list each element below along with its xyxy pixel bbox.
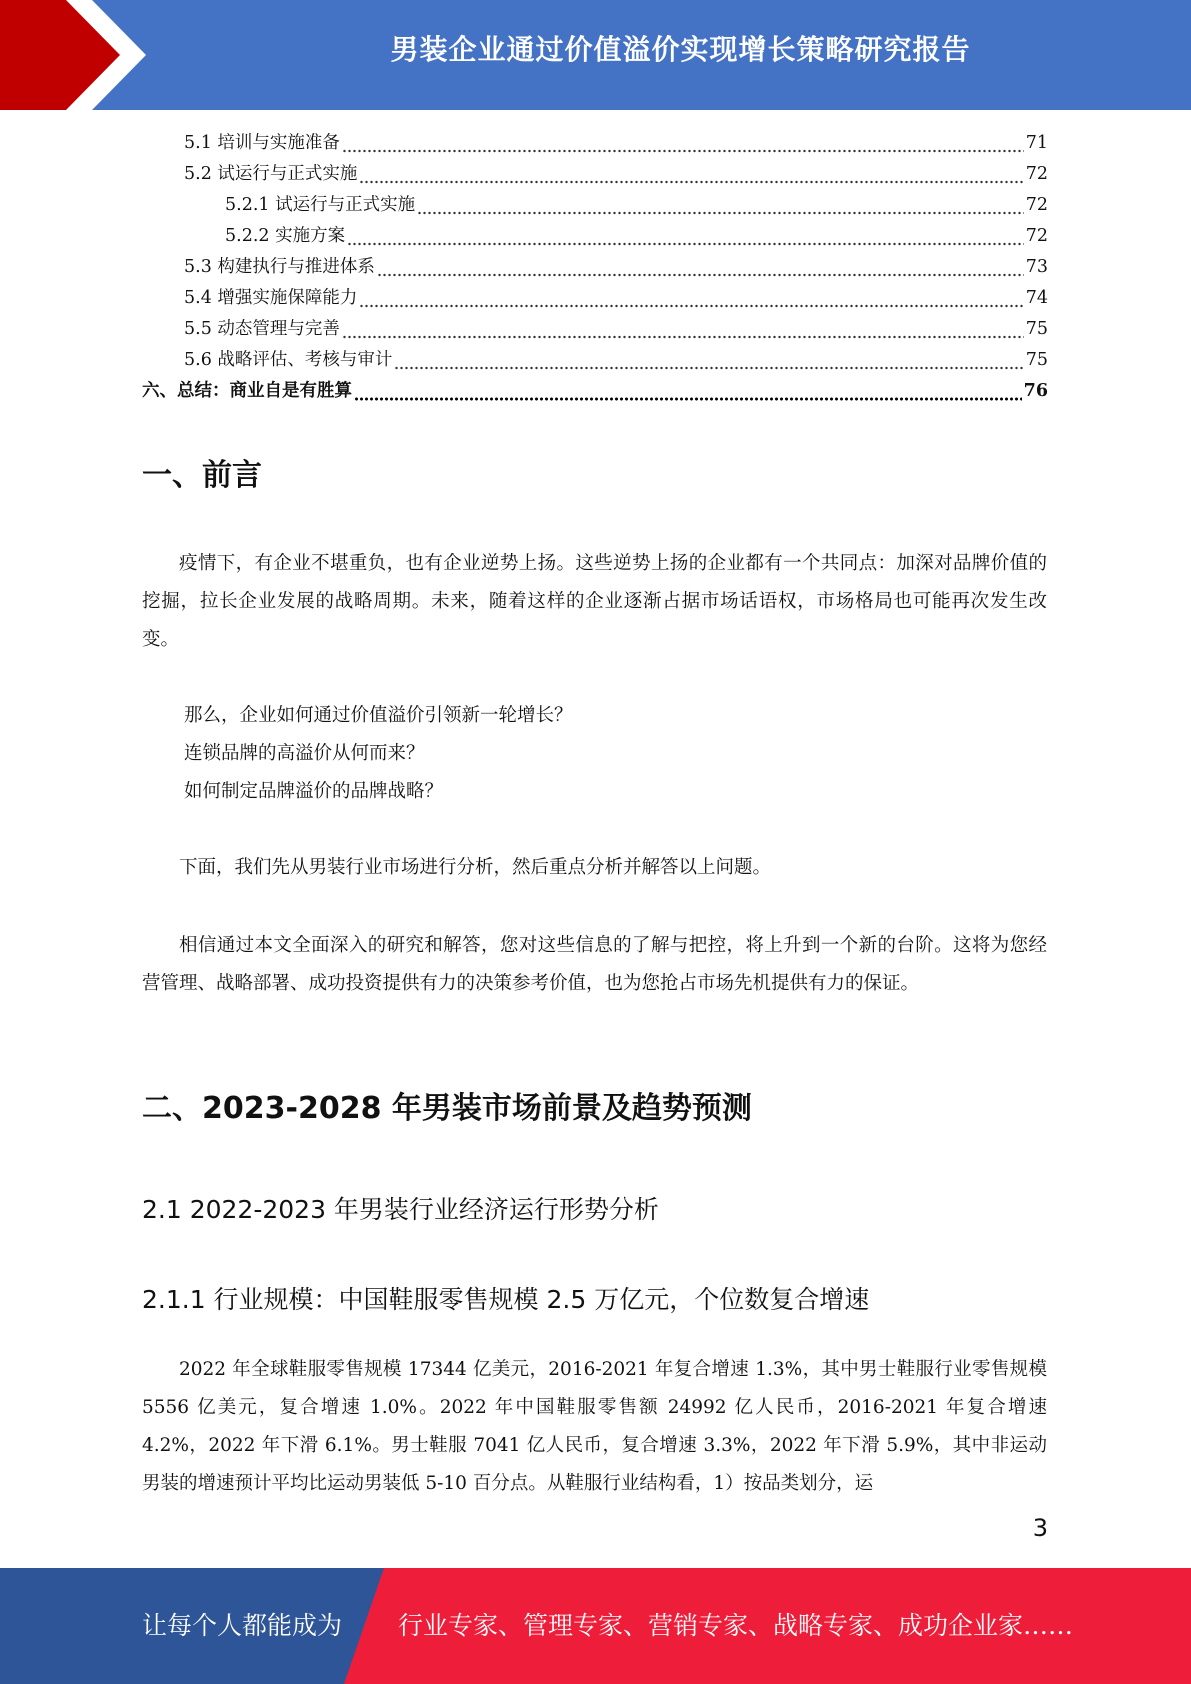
toc-entry-label: 5.5 动态管理与完善 [184,319,340,339]
toc-entry-label: 5.2.1 试运行与正式实施 [225,195,416,215]
toc-entry-page: 76 [1023,381,1048,401]
report-title: 男装企业通过价值溢价实现增长策略研究报告 [390,33,971,66]
toc-entry-page: 75 [1025,319,1048,339]
toc-entry-page: 75 [1025,350,1048,370]
toc-entry-label: 5.2.2 实施方案 [225,226,346,246]
question-line: 连锁品牌的高溢价从何而来？ [184,743,425,764]
header-arrow-decoration [0,0,160,110]
footer-slogan-right: 行业专家、管理专家、营销专家、战略专家、成功企业家…… [398,1611,1074,1640]
value-paragraph: 相信通过本文全面深入的研究和解答，您对这些信息的了解与把控，将上升到一个新的台阶。这将为您经营管理、战略部署、成功投资提供有力的决策参考价值，也为您抢占市场先机提供有力的保证。 [142,935,1047,994]
toc-entry[interactable] [184,345,1048,376]
toc-entry-page: 71 [1025,133,1048,153]
question-line: 如何制定品牌溢价的品牌战略？ [184,781,444,802]
page-header [0,0,1191,110]
toc-leader-dots [394,345,1023,376]
subsection-heading: 2.1.1 行业规模：中国鞋服零售规模 2.5 万亿元，个位数复合增速 [142,1285,870,1314]
toc-entry[interactable] [225,221,1048,252]
toc-leader-dots [359,159,1023,190]
toc-leader-dots [342,314,1024,345]
toc-entry[interactable] [184,159,1048,190]
toc-entry-page: 73 [1025,257,1048,277]
toc-leader-dots [347,221,1024,252]
toc-entry-label: 5.1 培训与实施准备 [184,133,340,153]
preface-paragraph: 疫情下，有企业不堪重负，也有企业逆势上扬。这些逆势上扬的企业都有一个共同点：加深对品牌价值的挖掘，拉长企业发展的战略周期。未来，随着这样的企业逐渐占据市场话语权，市场格局也可能再次发生改变。 [142,553,1047,650]
toc-entry-label: 六、总结：商业自是有胜算 [142,381,352,401]
toc-entry[interactable] [184,252,1048,283]
toc-entry-page: 72 [1025,195,1048,215]
subsection-heading: 2.1 2022-2023 年男装行业经济运行形势分析 [142,1195,659,1224]
toc-entry[interactable] [184,314,1048,345]
page-number: 3 [1032,1514,1048,1542]
question-line: 那么，企业如何通过价值溢价引领新一轮增长？ [184,705,573,726]
section-heading-market-outlook: 二、2023-2028 年男装市场前景及趋势预测 [142,1091,752,1126]
industry-scale-paragraph: 2022 年全球鞋服零售规模 17344 亿美元，2016-2021 年复合增速 1.3%，其中男士鞋服行业零售规模 5556 亿美元，复合增速 1.0%。2022 年中国鞋服零售额 24992 亿人民币，2016-2021 年复合增速 4.2%，2022 年下滑 6.1%。男士鞋服 7041 亿人民币，复合增速 3.3%，2022 年下滑 5.9%，其中非运动男装的增速预计平均比运动男装低 5-10 百分点。从鞋服行业结构看，1）按品类划分，运 [142,1359,1047,1494]
toc-leader-dots [359,283,1023,314]
toc-entry-label: 5.3 构建执行与推进体系 [184,257,375,277]
toc-leader-dots [417,190,1024,221]
toc-entry[interactable] [184,128,1048,159]
toc-entry-label: 5.4 增强实施保障能力 [184,288,358,308]
toc-entry-page: 74 [1025,288,1048,308]
toc-entry-label: 5.6 战略评估、考核与审计 [184,350,393,370]
toc-entry[interactable] [184,283,1048,314]
toc-entry-chapter[interactable] [142,376,1048,407]
toc-leader-dots [342,128,1024,159]
intro-paragraph: 下面，我们先从男装行业市场进行分析，然后重点分析并解答以上问题。 [179,857,772,878]
page-footer [0,1568,1191,1684]
section-heading-preface: 一、前言 [142,458,262,493]
toc-leader-dots [377,252,1024,283]
toc-entry-page: 72 [1025,226,1048,246]
toc-entry[interactable] [225,190,1048,221]
toc-entry-label: 5.2 试运行与正式实施 [184,164,358,184]
toc-entry-page: 72 [1025,164,1048,184]
toc-leader-dots [354,376,1022,407]
footer-slogan-left: 让每个人都能成为 [142,1611,343,1640]
